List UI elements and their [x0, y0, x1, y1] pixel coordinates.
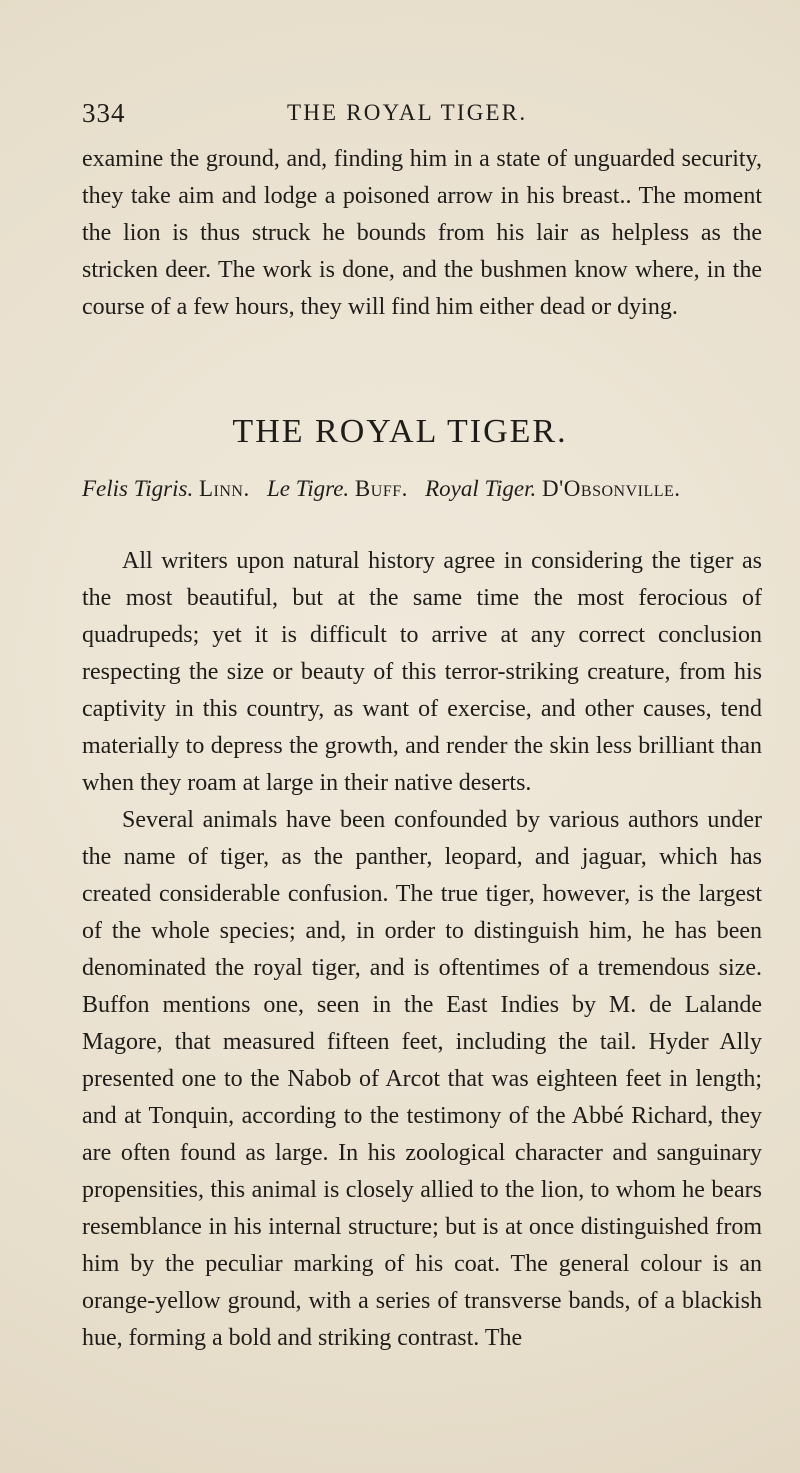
synonym-name: Felis Tigris. — [82, 476, 194, 501]
paragraph-tiger-description: All writers upon natural history agree in considering the tiger as the most beautiful, but at the same time the most ferocious of quadrupeds; yet it is difficult to arrive at any correct conclusion respecting the size or beauty of this terror-striking creature, from his captivity in this country, as want of exercise, and other causes, tend materially to depress the growth, and render the skin less brilliant than when they roam at large in their native deserts. — [82, 548, 762, 796]
running-head — [82, 98, 760, 130]
synonym-authority: Linn. — [198, 476, 250, 501]
synonym-name: Royal Tiger. — [425, 476, 537, 501]
page-number: 334 — [82, 98, 126, 128]
synonym-authority: D'Obsonville. — [542, 476, 681, 501]
paragraph-lion-conclusion: examine the ground, and, finding him in a state of unguarded security, they take aim and lodge a poisoned arrow in his breast.. The moment the lion is thus struck he bounds from his lair as helpless as the stricken deer. The work is done, and the bushmen know where, in the course of a few hours, they will find him either dead or dying. — [82, 146, 762, 320]
synonymy-line — [82, 472, 772, 506]
section-heading: THE ROYAL TIGER. — [232, 413, 568, 450]
paragraph-tiger-species: Several animals have been confounded by various authors under the name of tiger, as the panther, leopard, and jaguar, which has created considerable confusion. The true tiger, however, is the largest of the whole species; and, in order to distinguish him, he has been denominated the royal tiger, and is oftentimes of a tremendous size. Buffon mentions one, seen in the East Indies by M. de Lalande Magore, that measured fifteen feet, including the tail. Hyder Ally presented one to the Nabob of Arcot that was eighteen feet in length; and at Tonquin, according to the testimony of the Abbé Richard, they are often found as large. In his zoological character and sanguinary propensities, this animal is closely allied to the lion, to whom he bears resemblance in his internal structure; but is at once distinguished from him by the peculiar marking of his coat. The general colour is an orange-yellow ground, with a series of transverse bands, of a blackish hue, forming a bold and striking contrast. The — [82, 807, 762, 1351]
synonym-authority: Buff. — [354, 476, 408, 501]
synonym-name: Le Tigre. — [266, 476, 350, 501]
running-title: THE ROYAL TIGER. — [287, 100, 528, 125]
